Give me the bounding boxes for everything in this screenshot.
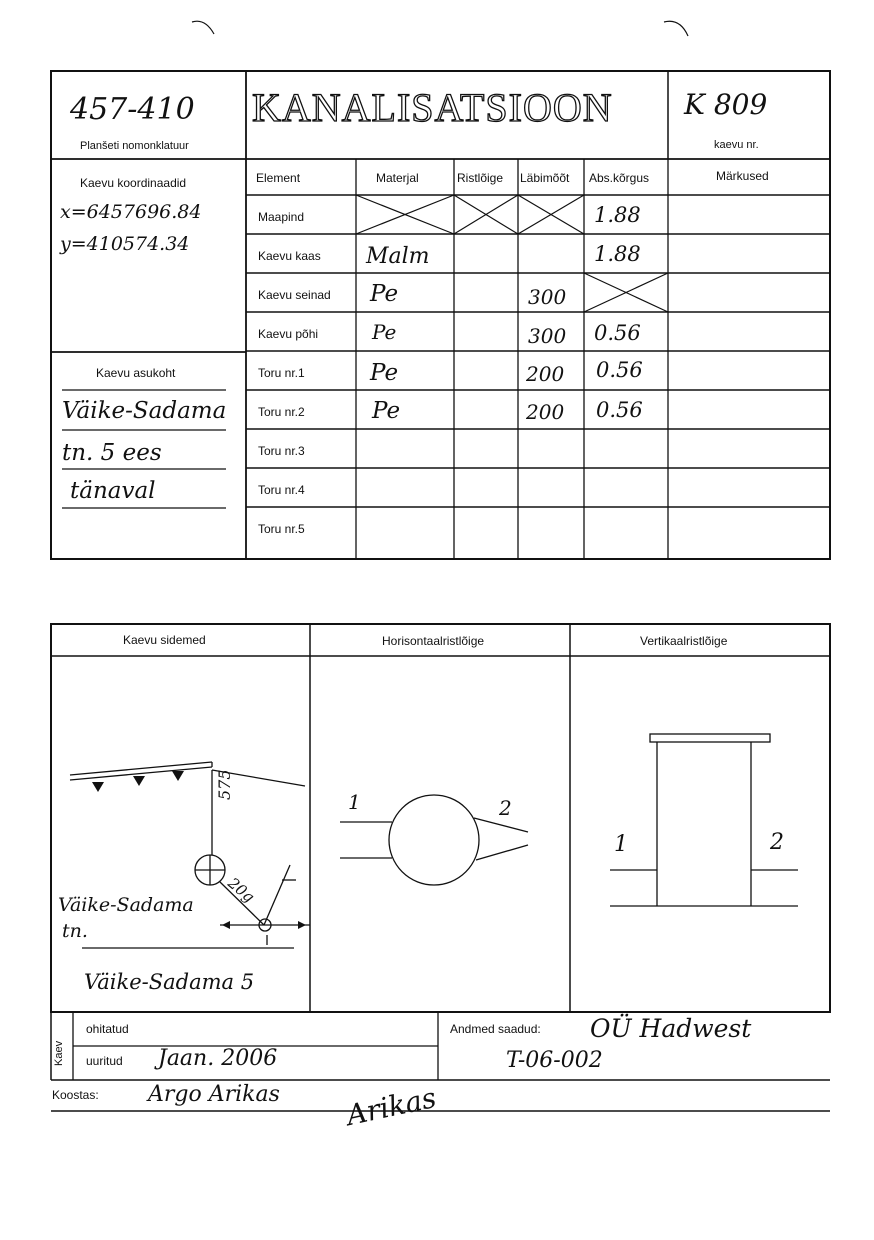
street-label: Väike-Sadama: [58, 894, 194, 916]
plan-number: 457-410: [70, 92, 195, 127]
address-label: Väike-Sadama 5: [84, 970, 255, 994]
cell-material: Pe: [372, 398, 401, 424]
cell-material: Pe: [370, 281, 399, 307]
cell-abs: 0.56: [594, 321, 641, 345]
row-element: Toru nr.3: [258, 444, 305, 458]
horiz-pipe-2: 2: [499, 796, 512, 820]
cell-diameter: 300: [528, 324, 567, 348]
author-label: Koostas:: [52, 1088, 99, 1102]
coord-x: x=6457696.84: [60, 201, 202, 223]
row-element: Kaevu kaas: [258, 249, 321, 263]
document-code: T-06-002: [506, 1048, 603, 1073]
col-abs-height: Abs.kõrgus: [589, 171, 650, 185]
cell-abs: 0.56: [596, 398, 643, 422]
row2-label: uuritud: [86, 1054, 123, 1068]
location-line-3: tänaval: [70, 478, 156, 504]
vert-pipe-1: 1: [614, 832, 628, 857]
panel-vertical-title: Vertikaalristlõige: [640, 634, 728, 648]
col-element: Element: [256, 171, 301, 185]
cell-abs: 0.56: [596, 358, 643, 382]
col-diameter: Läbimõõt: [520, 171, 570, 185]
col-notes: Märkused: [716, 169, 769, 183]
cell-abs: 1.88: [594, 242, 641, 266]
cell-material: Malm: [366, 244, 430, 269]
distance-label: 575: [215, 769, 234, 800]
row1-label: ohitatud: [86, 1022, 129, 1036]
row-element: Toru nr.5: [258, 522, 305, 536]
well-number: K 809: [684, 88, 768, 121]
col-section: Ristlõige: [457, 171, 504, 185]
document-title: KANALISATSIOON: [252, 85, 613, 130]
col-material: Materjal: [376, 171, 419, 185]
data-source-label: Andmed saadud:: [450, 1022, 541, 1036]
well-label: kaevu nr.: [714, 139, 759, 151]
data-source-value: OÜ Hadwest: [590, 1014, 752, 1043]
cell-material: Pe: [372, 320, 397, 344]
surveyed-date: Jaan. 2006: [158, 1046, 278, 1071]
location-line-2: tn. 5 ees: [62, 440, 162, 466]
pipe-label: 20g: [224, 874, 258, 907]
cell-diameter: 300: [528, 285, 567, 309]
coord-y: y=410574.34: [60, 233, 190, 255]
cell-diameter: 200: [526, 400, 565, 424]
panel-connections-title: Kaevu sidemed: [123, 633, 206, 647]
row-element: Toru nr.2: [258, 405, 305, 419]
row-element: Toru nr.1: [258, 366, 305, 380]
horiz-pipe-1: 1: [348, 790, 361, 814]
street-label-tn: tn.: [62, 920, 88, 942]
cell-abs: 1.88: [594, 203, 641, 227]
side-label: Kaev: [53, 1040, 65, 1066]
cell-material: Pe: [370, 360, 399, 386]
signature: Arikas: [343, 1080, 440, 1133]
cell-diameter: 200: [526, 362, 565, 386]
location-line-1: Väike-Sadama: [62, 398, 227, 424]
row-element: Kaevu põhi: [258, 327, 319, 341]
row-element: Toru nr.4: [258, 483, 305, 497]
location-label: Kaevu asukoht: [96, 366, 176, 380]
author-name: Argo Arikas: [148, 1082, 280, 1107]
plan-label: Planšeti nomonklatuur: [80, 140, 189, 152]
vert-pipe-2: 2: [770, 830, 784, 855]
panel-horizontal-title: Horisontaalristlõige: [382, 634, 485, 648]
coords-label: Kaevu koordinaadid: [80, 176, 187, 190]
row-element: Maapind: [258, 210, 305, 224]
row-element: Kaevu seinad: [258, 288, 331, 302]
